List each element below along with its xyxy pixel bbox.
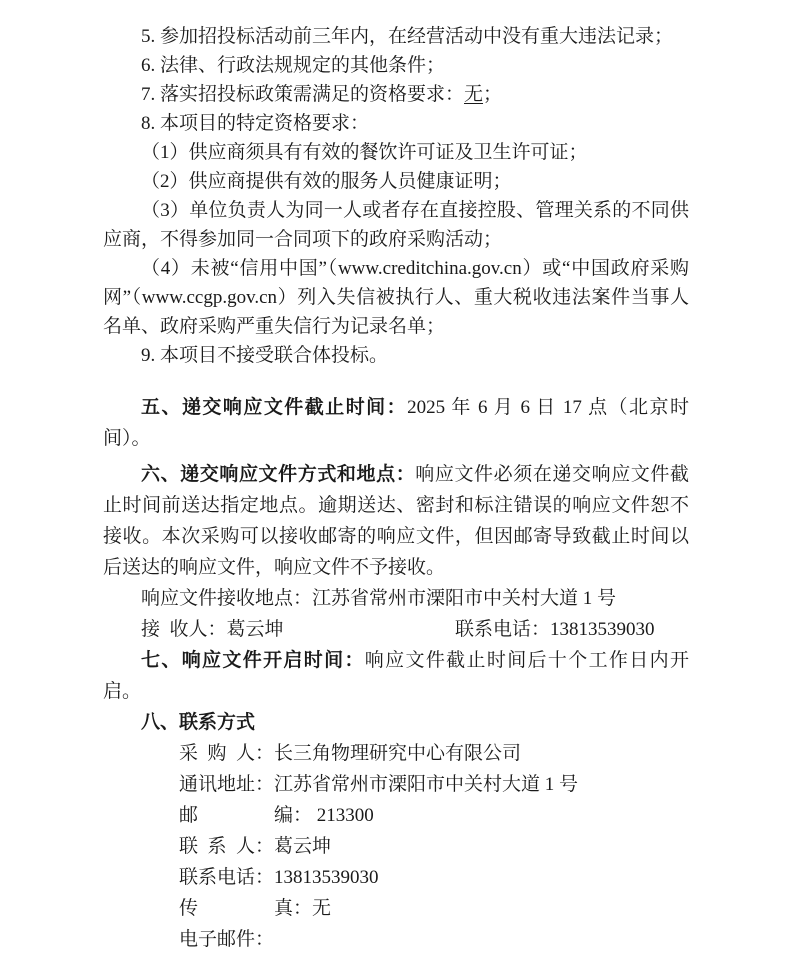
contact-row-postcode	[103, 800, 689, 831]
contact-value: 长三角物理研究中心有限公司	[274, 743, 522, 764]
section-8-heading: 八、联系方式	[141, 712, 256, 733]
section-6-text: 响应文件必须在递交响应文件截止时间前送达指定地点。逾期送达、密封和标注错误的响应文件恕不接收。本次采购可以接收邮寄的响应文件，但因邮寄导致截止时间以后送达的响应文件，响应文件不予接收。	[103, 464, 689, 578]
section-5-line	[103, 392, 689, 454]
qualification-sub-item-1: （1）供应商须具有有效的餐饮许可证及卫生许可证；	[141, 142, 588, 163]
qualification-item-6: 6. 法律、行政法规规定的其他条件；	[141, 55, 446, 76]
contact-label: 联系电话：	[179, 867, 275, 888]
section-6-heading: 六、递交响应文件方式和地点：	[141, 464, 416, 485]
contact-row-phone	[103, 862, 689, 893]
qualification-item-8: 8. 本项目的特定资格要求：	[141, 113, 370, 134]
receiver-phone: 联系电话：13813539030	[455, 619, 655, 640]
section-5-heading: 五、递交响应文件截止时间：	[141, 397, 408, 418]
section-5-text: 2025 年 6 月 6 日 17 点（北京时间）。	[103, 397, 689, 449]
qualification-sub-item-4: （4）未被“信用中国”（www.creditchina.gov.cn）或“中国政府采购网”（www.ccgp.gov.cn）列入失信被执行人、重大税收违法案件当事人名单、政府采购严重失信行为记录名单；	[103, 258, 689, 337]
contact-label: 联 系 人：	[179, 836, 275, 857]
document-page	[103, 22, 689, 955]
qualification-item-7-text: 7. 落实招投标政策需满足的资格要求：	[141, 84, 465, 105]
contact-row-contact-person	[103, 831, 689, 862]
section-7-line	[103, 645, 689, 707]
contact-label: 通讯地址：	[179, 774, 275, 795]
contact-row-fax	[103, 893, 689, 924]
qualification-item-7	[103, 80, 689, 109]
contact-value: 213300	[312, 805, 374, 826]
qualification-item-7-none-underlined: 无	[464, 84, 484, 105]
section-7-heading: 七、响应文件开启时间：	[141, 650, 365, 671]
contact-label: 邮 编：	[179, 805, 313, 826]
contact-row-purchaser	[103, 738, 689, 769]
qualifications-block	[103, 22, 689, 370]
qualification-sub-item-2: （2）供应商提供有效的服务人员健康证明；	[141, 171, 512, 192]
section-6-paragraph	[103, 459, 689, 583]
contact-value: 13813539030	[274, 867, 379, 888]
qualification-sub-item-3: （3）单位负责人为同一人或者存在直接控股、管理关系的不同供应商，不得参加同一合同项下的政府采购活动；	[103, 200, 689, 250]
contact-row-address	[103, 769, 689, 800]
contact-value: 无	[312, 898, 332, 919]
qualification-item-7-suffix: ；	[483, 84, 503, 105]
contact-label: 采 购 人：	[179, 743, 275, 764]
contact-value: 江苏省常州市溧阳市中关村大道 1 号	[274, 774, 579, 795]
sections-block	[103, 392, 689, 955]
qualification-item-5: 5. 参加招投标活动前三年内，在经营活动中没有重大违法记录；	[141, 26, 674, 47]
section-7-text: 响应文件截止时间后十个工作日内开启。	[103, 650, 689, 702]
receiver-line	[103, 614, 689, 645]
contact-value: 葛云坤	[274, 836, 332, 857]
contact-label: 电子邮件：	[179, 929, 275, 950]
receiving-address-line: 响应文件接收地点：江苏省常州市溧阳市中关村大道 1 号	[141, 588, 617, 609]
contact-row-email	[103, 924, 689, 955]
qualification-item-9: 9. 本项目不接受联合体投标。	[141, 345, 389, 366]
contact-label: 传 真：	[179, 898, 313, 919]
receiver-name: 接 收人：葛云坤	[141, 619, 284, 640]
